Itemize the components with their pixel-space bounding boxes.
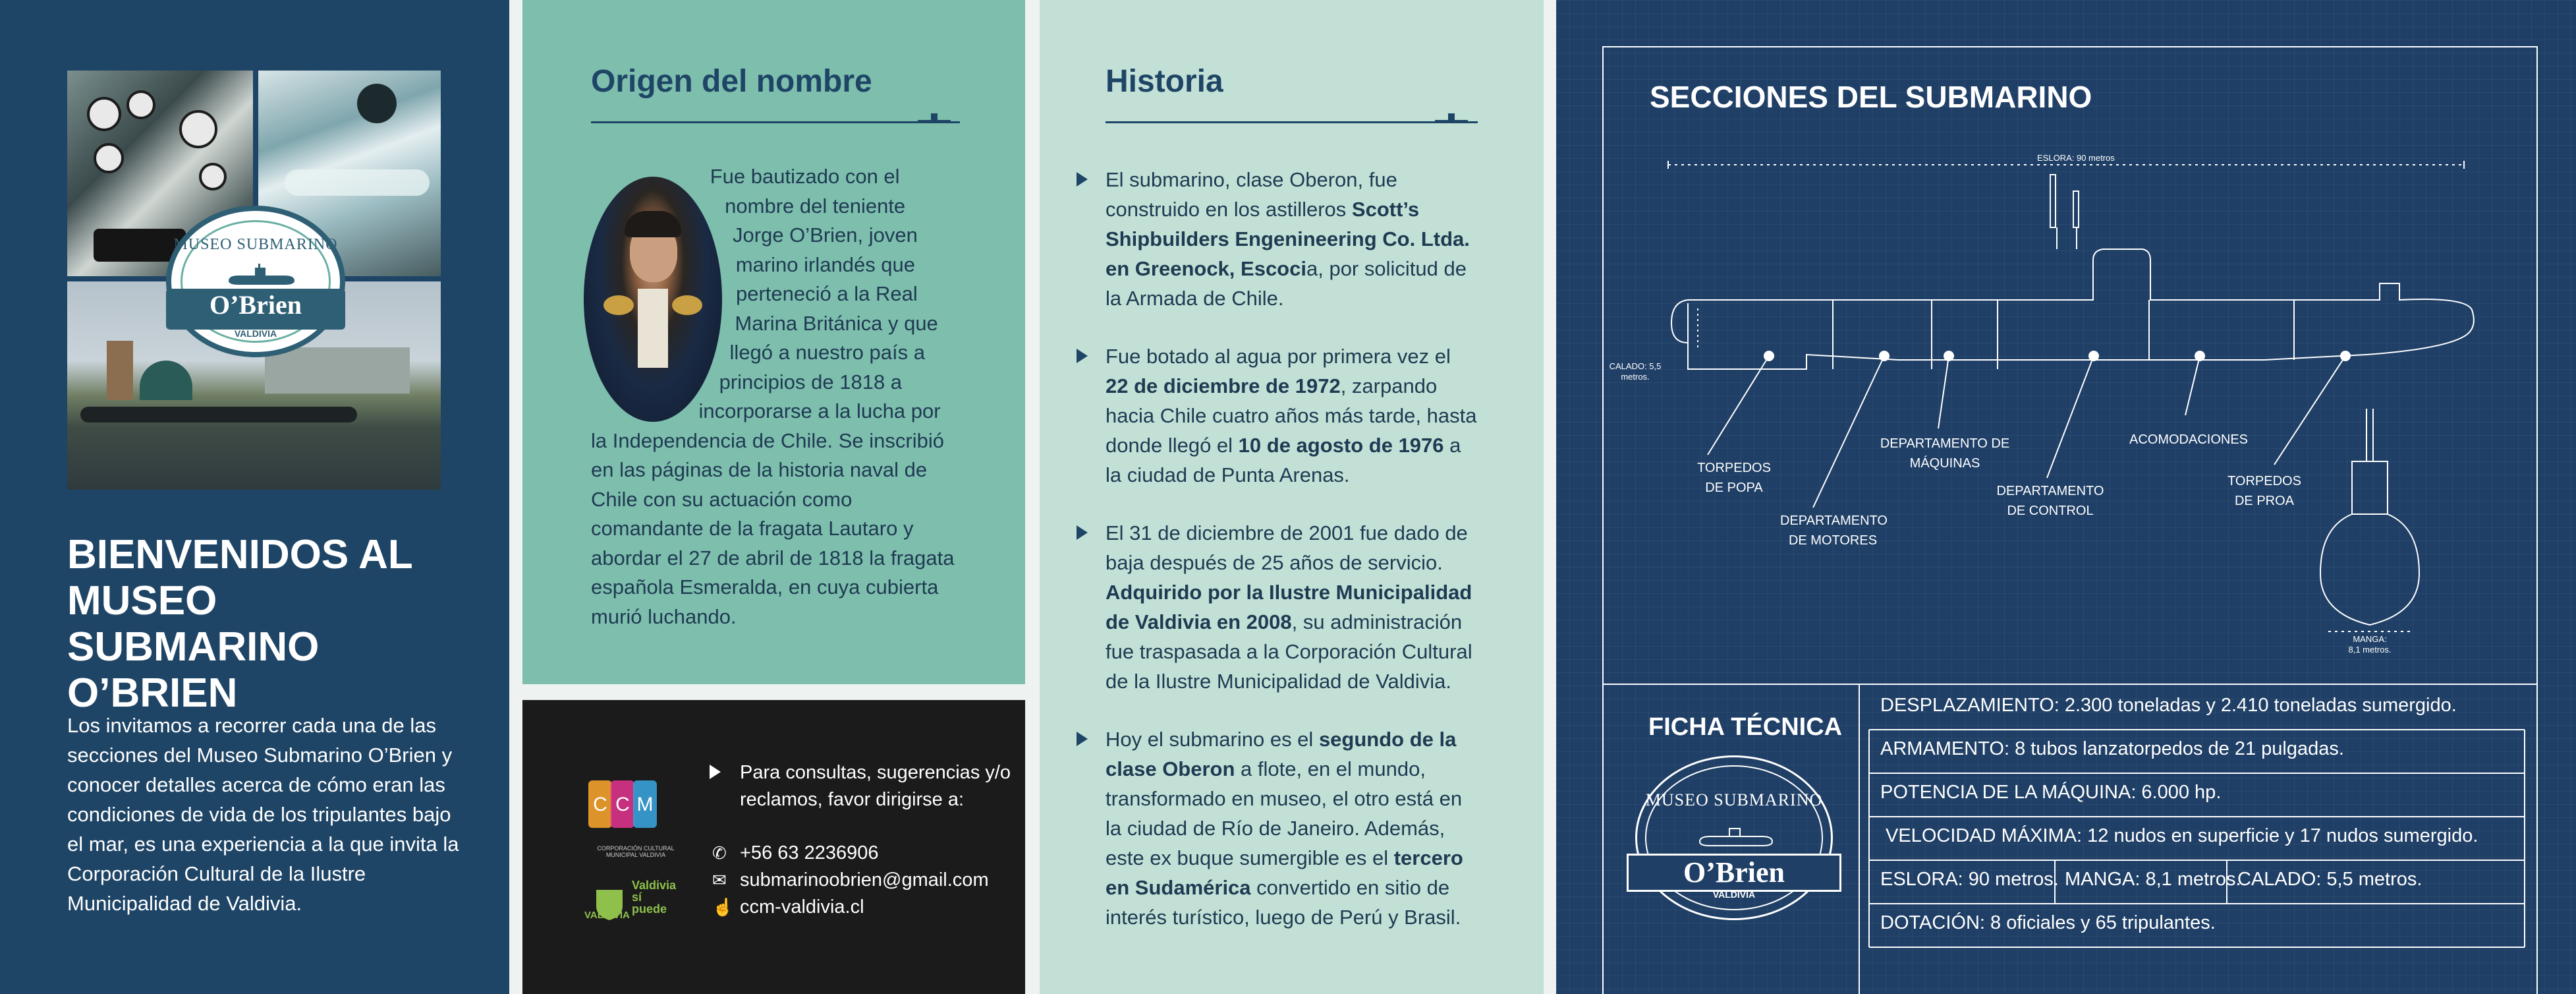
bullet-arrow-icon (1077, 349, 1088, 363)
submarine-icon (225, 262, 298, 289)
bullet-arrow-icon (1077, 732, 1088, 746)
bullet-arrow-icon (1077, 172, 1088, 187)
ccm-letter-c1: C (593, 794, 607, 815)
label-acomodaciones: ACOMODACIONES (2129, 432, 2249, 447)
spec-manga: MANGA: 8,1 metros. (2065, 869, 2241, 890)
contact-intro: Para consultas, sugerencias y/o reclamos, favor dirigirse a: (740, 762, 1011, 810)
ficha-logo-name: O’Brien (1683, 856, 1785, 889)
history-panel (1040, 0, 1544, 994)
origin-text (591, 162, 960, 631)
history-text: El 31 de diciembre de 2001 fue dado de baja después de 25 años de servicio. (1106, 521, 1468, 574)
origin-divider (591, 121, 960, 123)
history-text: Fue botado al agua por primera vez el (1106, 345, 1451, 368)
history-highlight: tercero en Sudamérica (1106, 846, 1463, 899)
eslora-label: ESLORA: 90 metros (2037, 153, 2115, 163)
history-highlight: 10 de agosto de 1976 (1238, 434, 1444, 457)
history-highlight: segundo de la clase Oberon (1106, 728, 1457, 780)
logo-name-text: O’Brien (210, 290, 302, 320)
photo-collage (67, 71, 441, 490)
manga-label: MANGA: 8,1 metros. (2348, 634, 2392, 655)
history-text: a la ciudad de Punta Arenas. (1106, 434, 1461, 486)
submarine-divider-icon (918, 112, 951, 123)
logo-city-text: VALDIVIA (234, 328, 277, 339)
spec-desplazamiento: DESPLAZAMIENTO: 2.300 toneladas y 2.410 toneladas sumergido. (1880, 695, 2457, 716)
history-text: , zarpando hacia Chile cuatro años más tarde, hasta donde llegó el (1106, 374, 1477, 457)
history-list (1106, 165, 1478, 960)
origin-title: Origen del nombre (591, 64, 872, 99)
phone-icon: ✆ (712, 843, 727, 863)
label-torpedos-popa: TORPEDOS DE POPA (1697, 461, 1771, 495)
pointer-icon: ☝ (712, 897, 734, 917)
spec-velocidad: VELOCIDAD MÁXIMA: 12 nudos en superficie y 17 nudos sumergido. (1886, 825, 2478, 846)
origin-paragraph: Fue bautizado con el nombre del teniente Jorge O’Brien, joven marino irlandés que perteneció a la Real Marina Británica y que llegó a nuestro país a principios de 1818 a incorporarse a la lucha por la Independencia de Chile. Se inscribió en las páginas de la historia naval de Chile con su actuación como comandante de la fragata Lautaro y abordar el 27 de abril de 1818 la fragata española Esmeralda, en cuya cubierta murió luchando. (591, 165, 955, 628)
ficha-title: FICHA TÉCNICA (1648, 713, 1843, 741)
valdivia-slogan: Valdivia sí puede (632, 879, 677, 916)
web-text: ccm-valdivia.cl (740, 896, 864, 918)
contact-web[interactable] (712, 894, 989, 921)
origin-panel (522, 0, 1025, 684)
ccm-caption: CORPORACIÓN CULTURAL MUNICIPAL VALDIVIA (597, 845, 675, 858)
spec-potencia: POTENCIA DE LA MÁQUINA: 6.000 hp. (1880, 782, 2222, 803)
welcome-panel (0, 0, 509, 994)
ccm-letter-m: M (636, 794, 654, 815)
spec-eslora: ESLORA: 90 metros. (1880, 869, 2059, 890)
bullet-arrow-icon (1077, 525, 1088, 540)
museum-logo (166, 206, 345, 357)
contact-arrow-icon (710, 765, 721, 779)
ficha-logo-top: MUSEO SUBMARINO (1645, 790, 1823, 809)
mail-icon: ✉ (712, 870, 727, 890)
municipality-caption: VALDIVIA (584, 910, 630, 921)
contact-email[interactable] (712, 867, 989, 894)
spec-dotacion: DOTACIÓN: 8 oficiales y 65 tripulantes. (1880, 912, 2216, 933)
history-highlight: 22 de diciembre de 1972 (1106, 374, 1341, 397)
phone-text: +56 63 2236906 (740, 842, 879, 863)
history-highlight: Scott’s Shipbuilders Engenineering Co. Ltda. en Greenock, Escoci (1106, 198, 1470, 280)
spec-calado: CALADO: 5,5 metros. (2237, 869, 2422, 890)
history-divider (1106, 121, 1478, 123)
history-highlight: Adquirido por la Ilustre Municipalidad de Valdivia en 2008 (1106, 581, 1472, 633)
history-item (1106, 165, 1478, 313)
contact-list (712, 840, 989, 921)
contact-phone[interactable] (712, 840, 989, 867)
logo-top-text: MUSEO SUBMARINO (173, 236, 338, 253)
spec-armamento: ARMAMENTO: 8 tubos lanzatorpedos de 21 pulgadas. (1880, 738, 2344, 759)
welcome-title: BIENVENIDOS AL MUSEO SUBMARINO O’BRIEN (67, 532, 412, 716)
history-text: a flote, en el mundo, transformado en museo, el otro está en la ciudad de Río de Janeiro. Además, este ex buque sumergible es el (1106, 757, 1463, 869)
history-item (1106, 341, 1478, 490)
submarine-divider-icon (1435, 112, 1468, 123)
email-text: submarinoobrien@gmail.com (740, 869, 989, 891)
sections-title: SECCIONES DEL SUBMARINO (1650, 80, 2092, 114)
history-text: El submarino, clase Oberon, fue construido en los astilleros (1106, 168, 1397, 221)
ficha-logo-city: VALDIVIA (1712, 889, 1756, 900)
calado-label: CALADO: 5,5 metros. (1609, 361, 1662, 382)
label-control: DEPARTAMENTO DE CONTROL (1996, 484, 2104, 518)
contact-panel (522, 700, 1025, 994)
blueprint-panel (1556, 0, 2576, 994)
history-title: Historia (1106, 64, 1223, 99)
label-motores: DEPARTAMENTO DE MOTORES (1780, 513, 1888, 548)
ccm-letter-c2: C (615, 794, 630, 815)
history-item (1106, 518, 1478, 696)
history-item (1106, 724, 1478, 932)
history-text: Hoy el submarino es el (1106, 728, 1319, 751)
label-maquinas: DEPARTAMENTO DE MÁQUINAS (1880, 436, 2010, 471)
history-text: , su administración fue traspasada a la Corporación Cultural de la Ilustre Municipalidad de Valdivia. (1106, 610, 1472, 693)
label-torpedos-proa: TORPEDOS DE PROA (2227, 474, 2301, 508)
history-text: a, por solicitud de la Armada de Chile. (1106, 257, 1467, 310)
welcome-text: Los invitamos a recorrer cada una de las secciones del Museo Submarino O’Brien y conocer detalles acerca de cómo eran las condiciones de vida de los tripulantes bajo el mar, es una experiencia a la que invita la Corporación Cultural de la Ilustre Municipalidad de Valdivia. (67, 714, 459, 915)
history-text: convertido en sitio de interés turístico, luego de Perú y Brasil. (1106, 876, 1461, 929)
